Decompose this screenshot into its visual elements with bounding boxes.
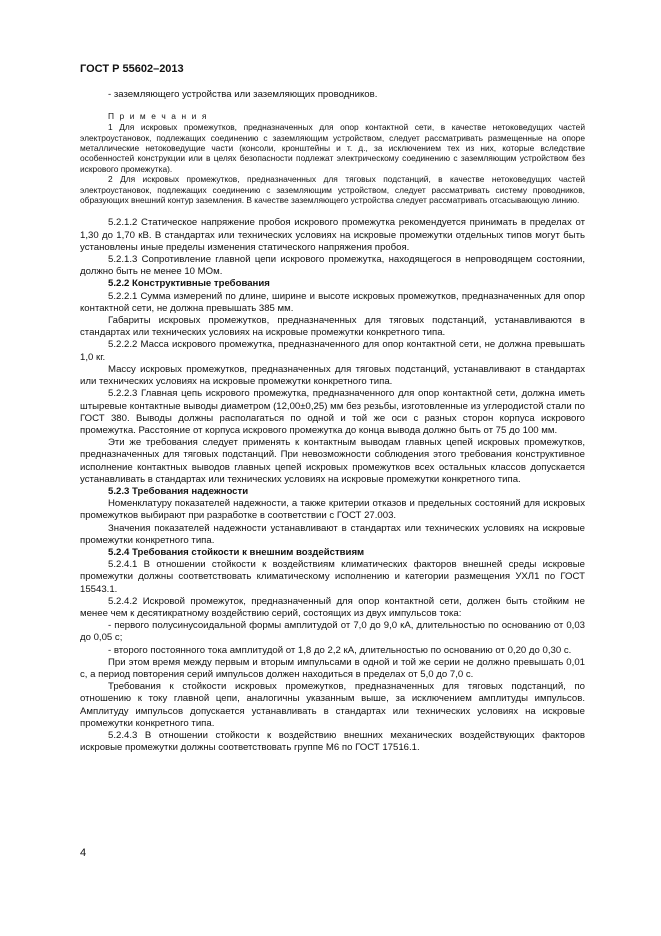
notes-title: П р и м е ч а н и я [108, 111, 208, 122]
paragraph-5-2-1-3: 5.2.1.3 Сопротивление главной цепи искрового промежутка, находящегося в непроводящем состоянии, должно быть не менее 10 МОм. [80, 254, 585, 278]
paragraph-5-2-4-3: 5.2.4.3 В отношении стойкости к воздействию внешних механических воздействующих факторов искровые промежутки должны соответствовать группе М6 по ГОСТ 17516.1. [80, 729, 585, 754]
page-number: 4 [80, 847, 87, 859]
paragraph: Массу искровых промежутков, предназначенных для тяговых подстанций, устанавливают в стандартах или технических условиях на искровые промежутки конкретного типа. [80, 363, 585, 388]
paragraph-5-2-2-1: 5.2.2.1 Сумма измерений по длине, ширине и высоте искровых промежутков, предназначенных для опор контактной сети, не должна превышать 385 мм. [80, 290, 585, 314]
paragraph: Требования к стойкости искровых промежутков, предназначенных для тяговых подстанций, по отношению к току главной цепи, аналогичны указанным выше, за исключением амплитуды импульсов. Амплитуду импульсов допускается устанавливать в стандартах или технических условиях на искровые промежутки конкретного типа. [80, 681, 585, 729]
note-item-2: 2 Для искровых промежутков, предназначенных для тяговых подстанций, в качестве нетоковедущих частей электроустановок, подлежащих соединению с заземляющим устройством, следует рассматривать систему проводников, образующих внешний контур заземления. В качестве заземляющего устройства следует рассматривать отсасывающую линию. [80, 174, 585, 206]
paragraph: Габариты искровых промежутков, предназначенных для тяговых подстанций, устанавливаются в стандартах или технических условиях на искровые промежутки конкретного типа. [80, 315, 585, 339]
paragraph: Эти же требования следует применять к контактным выводам главных цепей искровых промежутков, предназначенных для тяговых подстанций. При невозможности соблюдения этого требования конструктивное исполнение контактных выводов главных цепей искровых промежутков всех остальных классов допускается устанавливать в стандартах или технических условиях на искровые промежутки конкретного типа. [80, 437, 585, 485]
paragraph: Значения показателей надежности устанавливают в стандартах или технических условиях на искровые промежутки конкретного типа. [80, 522, 585, 546]
heading-5-2-2: 5.2.2 Конструктивные требования [108, 278, 270, 290]
note-item-1: 1 Для искровых промежутков, предназначенных для опор контактной сети, в качестве нетоковедущих частей электроустановок, подлежащих соединению с заземляющим устройством, следует рассматривать размещенные на опоре металлические нетоковедущие части (консоли, кронштейны и т. д., за исключением тех из них, которые вследствие особенностей конструкции или в целях безопасности подлежат электрическому соединению с заземляющим устройством без искрового промежутка). [80, 122, 585, 174]
page-content [80, 89, 585, 754]
paragraph-5-2-2-3: 5.2.2.3 Главная цепь искрового промежутка, предназначенного для опор контактной сети, должна иметь штыревые контактные выводы диаметром (12,00±0,25) мм без резьбы, изготовленные из углеродистой стали по ГОСТ 380. Выводы должны располагаться по одной и той же оси с разных сторон корпуса искрового промежутка. Расстояние от корпуса искрового промежутка до конца вывода должно быть от 75 до 100 мм. [80, 388, 585, 436]
paragraph: При этом время между первым и вторым импульсами в одной и той же серии не должно превышать 0,01 с, а период повторения серий импульсов должен находиться в пределах от 5,0 до 7,0 с. [80, 656, 585, 680]
paragraph-5-2-2-2: 5.2.2.2 Масса искрового промежутка, предназначенного для опор контактной сети, не должна превышать 1,0 кг. [80, 339, 585, 363]
list-item: - первого полусинусоидальной формы амплитудой от 7,0 до 9,0 кА, длительностью по основанию от 0,03 до 0,05 с; [80, 620, 585, 644]
heading-5-2-3: 5.2.3 Требования надежности [108, 485, 249, 497]
paragraph: Номенклатуру показателей надежности, а также критерии отказов и предельных состояний для искровых промежутков выбирают при разработке в соответствии с ГОСТ 27.003. [80, 498, 585, 522]
paragraph-5-2-1-2: 5.2.1.2 Статическое напряжение пробоя искрового промежутка рекомендуется принимать в пределах от 1,30 до 1,70 кВ. В стандартах или технических условиях на искровые промежутки отдельных типов могут быть установлены иные пределы изменения статического напряжения пробоя. [80, 217, 585, 253]
paragraph-5-2-4-2: 5.2.4.2 Искровой промежуток, предназначенный для опор контактной сети, должен быть стойким не менее чем к десятикратному воздействию серий, состоящих из двух импульсов тока: [80, 595, 585, 619]
intro-line: - заземляющего устройства или заземляющих проводников. [108, 89, 378, 100]
notes-block [80, 111, 585, 205]
document-header: ГОСТ Р 55602–2013 [80, 63, 184, 75]
paragraph-5-2-4-1: 5.2.4.1 В отношении стойкости к воздействиям климатических факторов внешней среды искровые промежутки должны соответствовать климатическому исполнению и категории размещения УХЛ1 по ГОСТ 15543.1. [80, 559, 585, 595]
heading-5-2-4: 5.2.4 Требования стойкости к внешним воздействиям [108, 546, 365, 558]
list-item: - второго постоянного тока амплитудой от 1,8 до 2,2 кА, длительностью по основанию от 0,20 до 0,30 с. [108, 644, 572, 656]
